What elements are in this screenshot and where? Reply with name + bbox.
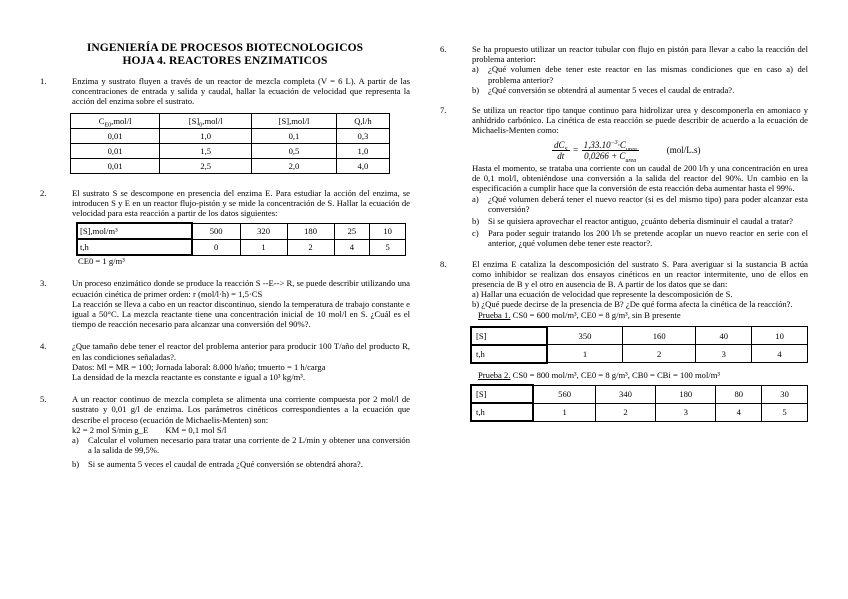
problem-text: El enzima E cataliza la descomposición del sustrato S. Para averiguar si la sustancia B actúa como inhibidor se realizan dos ensayos cinéticos en un reactor intermitente, uno de ellos en presencia de B y el otro en ausencia de B. A partir de los datos que se dan: — [472, 258, 808, 290]
problem-number: 3. — [40, 278, 47, 289]
prueba-2-table — [470, 384, 808, 422]
problem-2-note: CE0 = 1 g/m³ — [78, 256, 125, 267]
table-row — [71, 128, 390, 143]
header-q: Q,l/h — [336, 113, 389, 128]
table-cell: 30 — [762, 385, 808, 403]
table-row — [471, 327, 808, 345]
prueba-1-conditions: CS0 = 600 mol/m³, CE0 = 8 g/m³, sin B presente — [512, 309, 681, 320]
eq-units: (mol/L.s) — [666, 145, 701, 156]
problem-number: 4. — [40, 341, 47, 352]
table-cell: 0,3 — [336, 128, 389, 143]
table-cell: 0,01 — [71, 143, 160, 158]
problem-params: k2 = 2 mol S/min g_E KM = 0,1 mol S/l — [72, 424, 227, 435]
problem-5-b: b) Si se aumenta 5 veces el caudal de entrada ¿Qué conversión se obtendrá ahora?. — [72, 459, 363, 470]
problem-7 — [440, 105, 808, 249]
table-cell: 500 — [192, 223, 240, 239]
problem-8-a: a) Hallar una ecuación de velocidad que represente la descomposición de S. — [472, 289, 733, 300]
prueba-2-label: Prueba 2. — [478, 369, 511, 380]
problem-text: ¿Que tamaño debe tener el reactor del problema anterior para producir 100 T/año del producto R, en las condiciones señaladas?. — [72, 341, 410, 362]
problem-1 — [40, 76, 410, 107]
problem-5-a: a) Calcular el volumen necesario para tratar una corriente de 2 L/min y obtener una conversión a la salida de 99,5%. — [72, 435, 410, 456]
left-column — [40, 0, 410, 470]
prueba-1-table — [470, 326, 808, 364]
problem-number: 8. — [440, 258, 447, 269]
table-cell: 180 — [656, 385, 716, 403]
table-cell: 350 — [547, 327, 622, 345]
problem-6-a: a) ¿Qué volumen debe tener este reactor en las mismas condiciones que en caso a) del problema anterior? — [472, 64, 808, 85]
table-cell: 1 — [240, 239, 287, 255]
problem-text: Enzima y sustrato fluyen a través de un reactor de mezcla completa (V = 6 L). A partir de las concentraciones de entrada y salida y caudal, hallar la ecuación de velocidad que representa la acción del enzima sobre el sustrato. — [72, 76, 410, 107]
table-row-label: [S],mol/m³ — [77, 223, 192, 239]
table-row — [71, 158, 390, 173]
table-row — [471, 385, 808, 403]
table-row — [77, 239, 406, 255]
sub-item-text: Calcular el volumen necesario para tratar una corriente de 2 L/min y obtener una conversión a la salida de 99,5%. — [88, 435, 410, 456]
table-row — [71, 143, 390, 158]
table-cell: 10 — [752, 327, 808, 345]
table-cell: 2,0 — [252, 158, 337, 173]
sub-item-text: Para poder seguir tratando los 200 l/h se pretende acoplar un nuevo reactor en serie con el anterior, ¿qué volumen debe tener este reactor?. — [488, 228, 808, 249]
table-cell: 4 — [334, 239, 370, 255]
sub-item-text: ¿Qué volumen debe tener este reactor en las mismas condiciones que en caso a) del problema anterior? — [488, 64, 808, 85]
sub-item-text: Si se aumenta 5 veces el caudal de entrada ¿Qué conversión se obtendrá ahora?. — [88, 459, 363, 470]
table-row-label: t,h — [77, 239, 192, 255]
table-cell: 4,0 — [336, 158, 389, 173]
table-cell: 160 — [622, 327, 695, 345]
table-cell: 0,01 — [71, 158, 160, 173]
eq-exponent: −3 — [610, 139, 618, 146]
table-cell: 4 — [752, 345, 808, 363]
problem-7-a: a) ¿Qué volumen deberá tener el nuevo reactor (si es del mismo tipo) para poder alcanzar esta conversión? — [472, 193, 808, 214]
table-row — [471, 345, 808, 363]
sub-item-text: Si se quisiera aprovechar el reactor antiguo, ¿cuánto debería disminuir el caudal a tratar? — [488, 216, 793, 227]
table-cell: 1,5 — [160, 143, 252, 158]
problem-data: Datos: Ml = MR = 100; Jornada laboral: 8.000 h/año; tmuerto = 1 h/carga — [72, 361, 326, 372]
header-s0: $[S]_0,mol/l$ — [160, 113, 252, 128]
title-line-1: INGENIERÍA DE PROCESOS BIOTECNOLOGICOS — [86, 42, 364, 54]
table-cell: 40 — [696, 327, 752, 345]
table-cell: 3 — [696, 345, 752, 363]
table-cell: 0,5 — [252, 143, 337, 158]
table-cell: 3 — [656, 403, 716, 421]
table-cell: 560 — [533, 385, 595, 403]
table-cell: 80 — [716, 385, 762, 403]
table-cell: 5 — [370, 239, 406, 255]
table-cell: 25 — [334, 223, 370, 239]
table-cell: 4 — [716, 403, 762, 421]
table-cell: 1 — [533, 403, 595, 421]
problem-7-b: b) Si se quisiera aprovechar el reactor antiguo, ¿cuánto debería disminuir el caudal a tratar? — [472, 216, 793, 227]
problem-2-table — [76, 222, 406, 256]
table-row — [471, 403, 808, 421]
table-cell: 1,0 — [160, 128, 252, 143]
table-row-label: t,h — [471, 403, 533, 421]
eq-numerator-coef: 1,33.10 — [583, 139, 611, 150]
page-title — [40, 42, 410, 68]
table-cell: 5 — [762, 403, 808, 421]
problem-text: A un reactor continuo de mezcla completa se alimenta una corriente compuesta por 2 mol/l de sustrato y 0,01 g/l de enzima. Los parámetros cinéticos correspondientes a la ecuación que describe el proceso (ecuación de Michaelis-Menten) son: — [72, 394, 410, 425]
table-cell: 1 — [547, 345, 622, 363]
table-cell: 1,0 — [336, 143, 389, 158]
table-row-label: [S] — [471, 385, 533, 403]
problem-density: La densidad de la mezcla reactante es constante e igual a 10³ kg/m³. — [72, 372, 306, 383]
table-row-label: t,h — [471, 345, 547, 363]
table-cell: 2 — [287, 239, 334, 255]
problem-8-b: b) ¿Qué puede decirse de la presencia de B? ¿De qué forma afecta la cinética de la reacción?. — [472, 299, 793, 310]
problem-6 — [440, 44, 808, 95]
prueba-1-caption — [472, 310, 808, 320]
problem-7-c: c) Para poder seguir tratando los 200 l/h se pretende acoplar un nuevo reactor en serie con el anterior, ¿qué volumen debe tener este reactor?. — [472, 228, 808, 249]
header-s: [S],mol/l — [252, 113, 337, 128]
michaelis-menten-equation: $\frac{dC_S}{dt}$ = $\frac{1,33.10^{-3}\cdot C_{urea}}{0,0266 + C_{urea}}$ (mol/L.s) — [554, 139, 701, 164]
problem-number: 6. — [440, 44, 447, 54]
problem-5 — [40, 394, 410, 469]
problem-text: Un proceso enzimático donde se produce la reacción S --E--> R, se puede describir utilizando una ecuación cinética de primer orden: r (mol/l·h) = 1,5·CS — [72, 278, 410, 299]
problem-4 — [40, 341, 410, 382]
problem-2 — [40, 188, 410, 219]
header-ce0: $C_{E0},mol/l$ — [71, 113, 160, 128]
problem-text: Se utiliza un reactor tipo tanque continuo para hidrolizar urea y descomponerla en amoniaco y anhídrido carbónico. La cinética de esta reacción se puede describir de acuerdo a la ecuación de Michaelis-Menten como: — [472, 105, 808, 136]
sub-item-text: ¿Qué conversión se obtendrá al aumentar 5 veces el caudal de entrada?. — [488, 84, 735, 95]
table-row — [77, 223, 406, 239]
table-cell: 0 — [192, 239, 240, 255]
table-cell: 10 — [370, 223, 406, 239]
problem-text-2: La reacción se lleva a cabo en un reactor discontinuo, siendo la temperatura de trabajo constante e igual a 50°C. La mezcla reactante tiene una concentración inicial de 10 mol/l en S. ¿Cuál es el tiempo de reacción necesario para alcanzar una conversión del 90%?. — [72, 298, 410, 330]
sub-item-text: ¿Qué volumen deberá tener el nuevo reactor (si es del mismo tipo) para poder alcanzar esta conversión? — [488, 193, 808, 214]
eq-denominator-coef: 0,0266 + — [584, 150, 618, 161]
table-cell: 2 — [595, 403, 655, 421]
table-cell: 0,01 — [71, 128, 160, 143]
problem-3 — [40, 278, 410, 329]
problem-text-2: Hasta el momento, se trataba una corriente con un caudal de 200 l/h y una concentración en urea de 0,1 mol/l, obteniéndose una conversión a la salida del reactor del 90%. Un cambio en la especificación a cumplir hace que la conversión de esta reacción deba aumentar hasta el 99%. — [472, 163, 808, 194]
table-cell: 2,5 — [160, 158, 252, 173]
title-line-2: HOJA 4. REACTORES ENZIMATICOS — [122, 55, 328, 67]
prueba-1-label: Prueba 1. — [478, 309, 511, 320]
table-cell: 2 — [622, 345, 695, 363]
problem-number: 1. — [40, 76, 47, 86]
problem-1-table — [70, 113, 390, 174]
prueba-2-caption — [440, 370, 808, 380]
prueba-2-conditions: CS0 = 800 mol/m³, CE0 = 8 g/m³, CB0 = CBi = 100 mol/m³ — [512, 369, 720, 380]
problem-number: 5. — [40, 394, 47, 405]
table-cell: 180 — [287, 223, 334, 239]
problem-number: 2. — [40, 187, 47, 198]
problem-number: 7. — [440, 105, 447, 116]
table-cell: 340 — [595, 385, 655, 403]
table-cell: 0,1 — [252, 128, 337, 143]
problem-text: El sustrato S se descompone en presencia del enzima E. Para estudiar la acción del enzima, se introducen S y E en un reactor flujo-pistón y se mide la concentración de S. Hallar la ecuación de velocidad para esta reacción a partir de los datos siguientes: — [72, 187, 410, 219]
problem-6-b: b) ¿Qué conversión se obtendrá al aumentar 5 veces el caudal de entrada?. — [472, 84, 735, 95]
table-cell: 320 — [240, 223, 287, 239]
problem-text: Se ha propuesto utilizar un reactor tubular con flujo en pistón para llevar a cabo la reacción del problema anterior: — [472, 44, 808, 65]
problem-8 — [440, 259, 808, 320]
right-column — [440, 0, 808, 422]
table-header-row — [71, 113, 390, 128]
table-row-label: [S] — [471, 327, 547, 345]
